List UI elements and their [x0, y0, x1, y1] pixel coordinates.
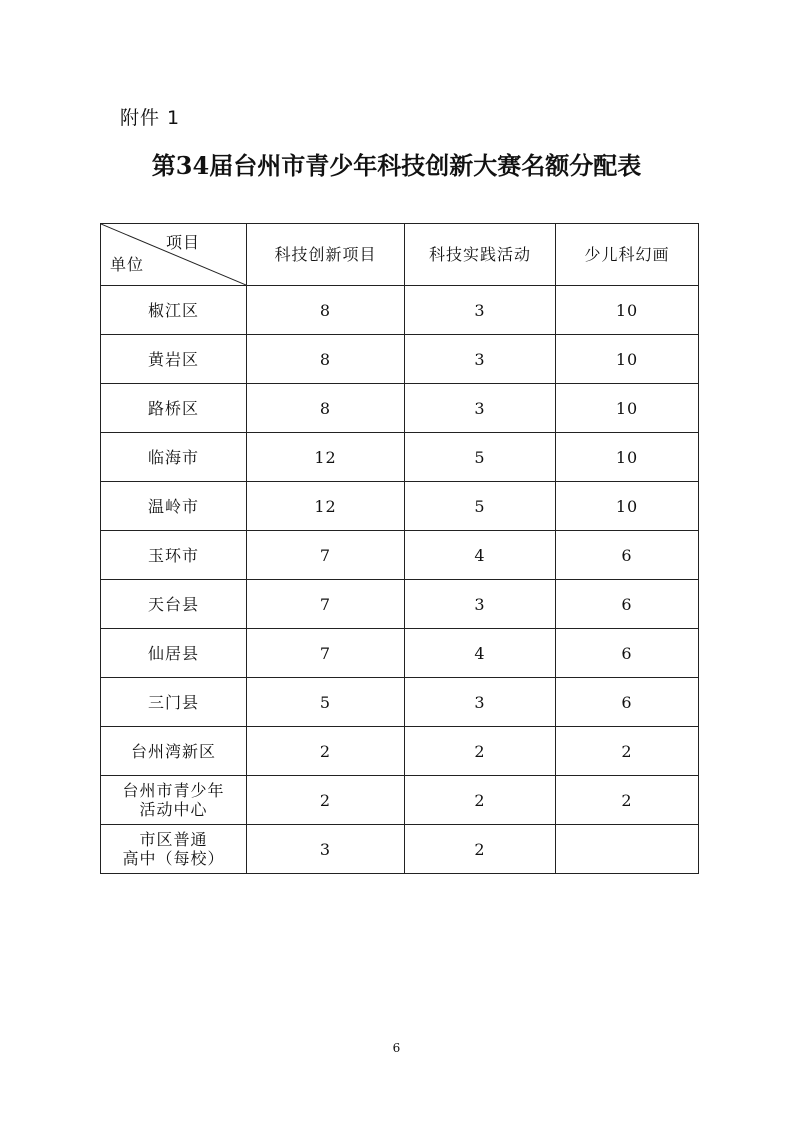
- unit-cell: 天台县: [101, 580, 247, 629]
- innovation-count-cell: 2: [247, 727, 405, 776]
- painting-count-cell: 2: [556, 727, 699, 776]
- innovation-count-cell: 8: [247, 286, 405, 335]
- table-row: [101, 286, 699, 335]
- table-row: [101, 482, 699, 531]
- table-row: [101, 727, 699, 776]
- unit-cell: [101, 776, 247, 825]
- innovation-count-cell: 8: [247, 384, 405, 433]
- painting-count-cell: 6: [556, 629, 699, 678]
- page-number: 6: [392, 1041, 401, 1055]
- corner-header-cell: [101, 224, 247, 286]
- painting-count-cell: 10: [556, 384, 699, 433]
- document-title: 第34届台州市青少年科技创新大赛名额分配表: [151, 151, 642, 180]
- innovation-count-cell: 5: [247, 678, 405, 727]
- painting-count-cell: 6: [556, 531, 699, 580]
- unit-cell: 温岭市: [101, 482, 247, 531]
- column-header: 少儿科幻画: [556, 224, 699, 286]
- practice-count-cell: 2: [405, 776, 556, 825]
- table-header-row: [101, 224, 699, 286]
- table-row: [101, 531, 699, 580]
- painting-count-cell: 6: [556, 678, 699, 727]
- painting-count-cell: 10: [556, 482, 699, 531]
- table-row: [101, 433, 699, 482]
- table-row: [101, 776, 699, 825]
- column-header: 科技实践活动: [405, 224, 556, 286]
- practice-count-cell: 5: [405, 433, 556, 482]
- innovation-count-cell: 8: [247, 335, 405, 384]
- column-header: 科技创新项目: [247, 224, 405, 286]
- practice-count-cell: 2: [405, 825, 556, 874]
- innovation-count-cell: 3: [247, 825, 405, 874]
- innovation-count-cell: 7: [247, 629, 405, 678]
- unit-line: 市区普通: [139, 830, 208, 849]
- innovation-count-cell: 12: [247, 482, 405, 531]
- corner-label-unit: 单位: [110, 255, 145, 274]
- painting-count-cell: 10: [556, 433, 699, 482]
- practice-count-cell: 3: [405, 335, 556, 384]
- practice-count-cell: 5: [405, 482, 556, 531]
- attachment-label: 附件 1: [120, 107, 181, 129]
- practice-count-cell: 4: [405, 531, 556, 580]
- innovation-count-cell: 2: [247, 776, 405, 825]
- practice-count-cell: 2: [405, 727, 556, 776]
- unit-line: 高中（每校）: [122, 849, 225, 868]
- unit-line: 活动中心: [139, 800, 208, 819]
- unit-cell: 临海市: [101, 433, 247, 482]
- painting-count-cell: 10: [556, 335, 699, 384]
- unit-cell: 路桥区: [101, 384, 247, 433]
- practice-count-cell: 3: [405, 678, 556, 727]
- unit-cell: 椒江区: [101, 286, 247, 335]
- practice-count-cell: 3: [405, 286, 556, 335]
- painting-count-cell: [556, 825, 699, 874]
- table-row: [101, 629, 699, 678]
- unit-cell: 玉环市: [101, 531, 247, 580]
- table-row: [101, 678, 699, 727]
- innovation-count-cell: 7: [247, 580, 405, 629]
- unit-cell: [101, 825, 247, 874]
- table-row: [101, 580, 699, 629]
- innovation-count-cell: 12: [247, 433, 405, 482]
- painting-count-cell: 10: [556, 286, 699, 335]
- table-row: [101, 335, 699, 384]
- unit-cell: 仙居县: [101, 629, 247, 678]
- practice-count-cell: 4: [405, 629, 556, 678]
- innovation-count-cell: 7: [247, 531, 405, 580]
- quota-table: [100, 223, 699, 874]
- practice-count-cell: 3: [405, 580, 556, 629]
- corner-label-project: 项目: [165, 233, 200, 252]
- painting-count-cell: 2: [556, 776, 699, 825]
- unit-cell: 三门县: [101, 678, 247, 727]
- table-row: [101, 825, 699, 874]
- unit-cell: 台州湾新区: [101, 727, 247, 776]
- table-row: [101, 384, 699, 433]
- unit-line: 台州市青少年: [122, 781, 225, 800]
- unit-cell: 黄岩区: [101, 335, 247, 384]
- practice-count-cell: 3: [405, 384, 556, 433]
- painting-count-cell: 6: [556, 580, 699, 629]
